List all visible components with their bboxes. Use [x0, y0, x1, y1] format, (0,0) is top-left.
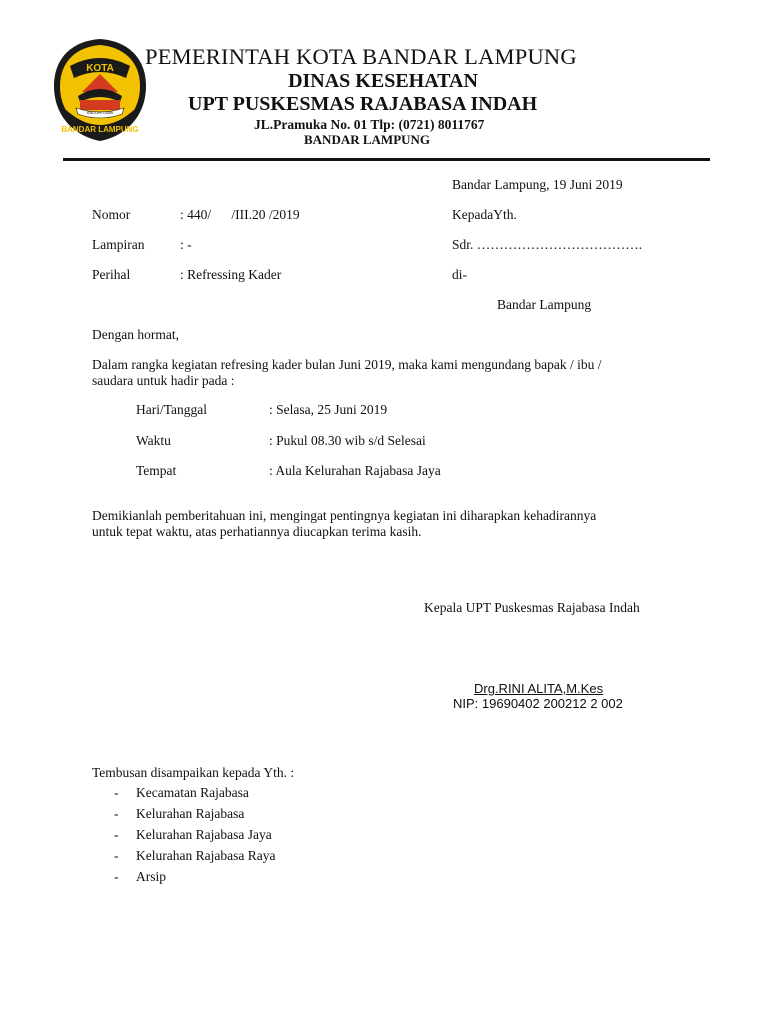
cc-bullet: - — [114, 785, 119, 800]
cc-item: Kelurahan Rajabasa — [136, 806, 245, 821]
recipient-city: Bandar Lampung — [497, 297, 592, 312]
letter-date: Bandar Lampung, 19 Juni 2019 — [452, 177, 623, 192]
detail-label-place: Tempat — [136, 463, 177, 478]
cc-heading: Tembusan disampaikan kepada Yth. : — [92, 765, 295, 780]
recipient-sdr: Sdr. ………………………………. — [452, 237, 643, 252]
header-title-government: PEMERINTAH KOTA BANDAR LAMPUNG — [145, 44, 577, 69]
logo-ribbon-text: RAGOM GAWI — [86, 110, 114, 115]
cc-bullet: - — [114, 848, 119, 863]
detail-value-place: : Aula Kelurahan Rajabasa Jaya — [269, 463, 441, 478]
recipient-di: di- — [452, 267, 467, 282]
lampiran-value: : - — [180, 237, 192, 252]
intro-line-1: Dalam rangka kegiatan refresing kader bulan Juni 2019, maka kami mengundang bapak / ibu / — [92, 357, 602, 372]
cc-item: Kelurahan Rajabasa Raya — [136, 848, 276, 863]
header-address: JL.Pramuka No. 01 Tlp: (0721) 8011767 — [254, 117, 485, 132]
header-title-clinic: UPT PUSKESMAS RAJABASA INDAH — [188, 93, 538, 115]
salutation: Dengan hormat, — [92, 327, 179, 342]
cc-bullet: - — [114, 806, 119, 821]
signature-position: Kepala UPT Puskesmas Rajabasa Indah — [424, 600, 640, 615]
cc-bullet: - — [114, 869, 119, 884]
lampiran-label: Lampiran — [92, 237, 145, 252]
detail-label-time: Waktu — [136, 433, 171, 448]
cc-item: Kecamatan Rajabasa — [136, 785, 249, 800]
cc-bullet: - — [114, 827, 119, 842]
logo-bottom-text: BANDAR LAMPUNG — [61, 125, 139, 134]
logo-top-text: KOTA — [86, 63, 114, 74]
header-city: BANDAR LAMPUNG — [304, 132, 431, 147]
perihal-label: Perihal — [92, 267, 131, 282]
detail-label-date: Hari/Tanggal — [136, 402, 208, 417]
perihal-value: : Refressing Kader — [180, 267, 282, 282]
detail-value-date: : Selasa, 25 Juni 2019 — [269, 402, 388, 417]
cc-item: Arsip — [136, 869, 166, 884]
letterhead-divider — [63, 158, 710, 161]
closing-line-1: Demikianlah pemberitahuan ini, mengingat pentingnya kegiatan ini diharapkan kehadirannya — [92, 508, 597, 523]
cc-item: Kelurahan Rajabasa Jaya — [136, 827, 272, 842]
intro-line-2: saudara untuk hadir pada : — [92, 373, 235, 388]
recipient-kepada: KepadaYth. — [452, 207, 517, 222]
signature-nip: NIP: 19690402 200212 2 002 — [453, 696, 623, 711]
detail-value-time: : Pukul 08.30 wib s/d Selesai — [269, 433, 426, 448]
nomor-value: : 440/ /III.20 /2019 — [180, 207, 300, 222]
nomor-label: Nomor — [92, 207, 131, 222]
header-title-department-text: DINAS KESEHATAN — [288, 70, 478, 92]
header-title-department — [0, 70, 768, 93]
signature-name: Drg.RINI ALITA,M.Kes — [474, 681, 604, 696]
closing-line-2: untuk tepat waktu, atas perhatiannya diucapkan terima kasih. — [92, 524, 422, 539]
